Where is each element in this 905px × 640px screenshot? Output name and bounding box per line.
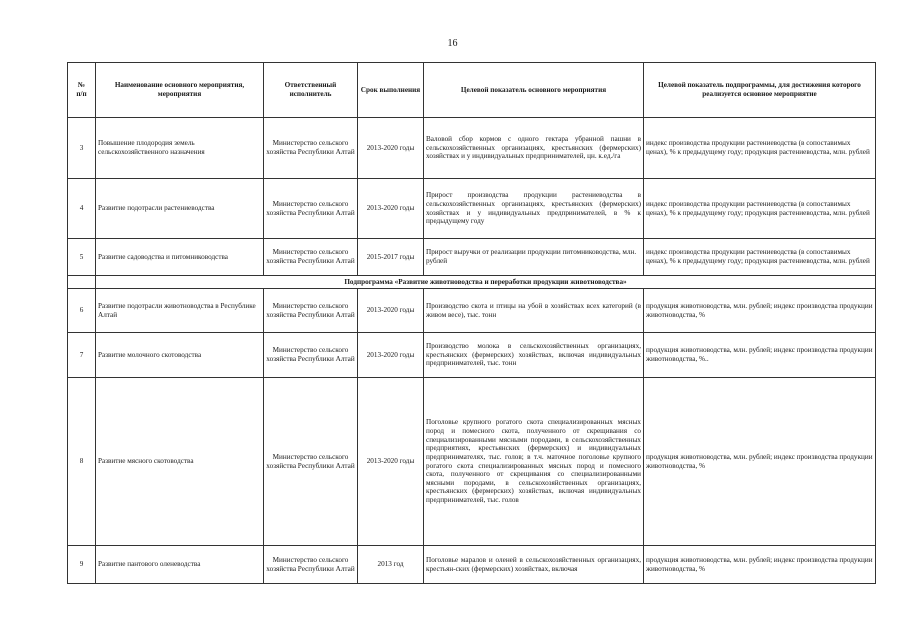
row-term: 2013-2020 годы xyxy=(358,289,424,333)
row-name: Развитие садоводства и питомниководства xyxy=(96,239,264,276)
row-term: 2013-2020 годы xyxy=(358,333,424,378)
row-name: Развитие мясного скотоводства xyxy=(96,378,264,546)
row-num: 8 xyxy=(68,378,96,546)
table-row xyxy=(68,118,876,179)
row-target-main: Прирост выручки от реализации продукции питомниководства, млн. рублей xyxy=(424,239,644,276)
row-num: 3 xyxy=(68,118,96,179)
row-responsible: Министерство сельского хозяйства Республики Алтай xyxy=(264,546,358,584)
row-term: 2013-2020 годы xyxy=(358,179,424,239)
subprogram-num-cell xyxy=(68,276,96,289)
row-target-main: Поголовье крупного рогатого скота специализированных мясных пород и помесного скота, полученного от скрещивания со специализированными мясными породами, в сельскохозяйственных предприятиях, крестьянских (фермерских) и индивидуальных предпринимателях, тыс. голов; в т.ч. маточное поголовье крупного рогатого скота специализированных мясных пород и помесного скота, полученного от скрещивания со специализированными мясными породами, в сельскохозяйственных организациях, крестьянских (фермерских) хозяйствах, включая индивидуальных предпринимателей, тыс. голов xyxy=(424,378,644,546)
subprogram-row xyxy=(68,276,876,289)
row-name: Развитие пантового оленеводства xyxy=(96,546,264,584)
row-target-sub: индекс производства продукции растениеводства (в сопоставимых ценах), % к предыдущему году; продукция растениеводства, млн. рублей xyxy=(644,239,876,276)
page-number: 16 xyxy=(447,38,458,49)
row-responsible: Министерство сельского хозяйства Республики Алтай xyxy=(264,179,358,239)
header-target-main: Целевой показатель основного мероприятия xyxy=(424,63,644,118)
header-term: Срок выполнения xyxy=(358,63,424,118)
row-target-sub: продукция животноводства, млн. рублей; индекс производства продукции животноводства, % xyxy=(644,289,876,333)
row-responsible: Министерство сельского хозяйства Республики Алтай xyxy=(264,239,358,276)
header-num xyxy=(68,63,96,118)
row-target-sub: индекс производства продукции растениеводства (в сопоставимых ценах), % к предыдущему году; продукция растениеводства, млн. рублей xyxy=(644,179,876,239)
row-target-main: Валовой сбор кормов с одного гектара убранной пашни в сельскохозяйственных организациях, крестьянских (фермерских) хозяйствах и у индивидуальных предпринимателей, цн. к.ед./га xyxy=(424,118,644,179)
table-row xyxy=(68,239,876,276)
row-responsible: Министерство сельского хозяйства Республики Алтай xyxy=(264,118,358,179)
table-row xyxy=(68,378,876,546)
table-row xyxy=(68,546,876,584)
row-target-sub: продукция животноводства, млн. рублей; индекс производства продукции животноводства, % xyxy=(644,546,876,584)
table-row xyxy=(68,179,876,239)
header-target-sub: Целевой показатель подпрограммы, для достижения которого реализуется основное мероприятие xyxy=(644,63,876,118)
table-row xyxy=(68,289,876,333)
row-target-main: Производство скота и птицы на убой в хозяйствах всех категорий (в живом весе), тыс. тонн xyxy=(424,289,644,333)
row-target-main: Производство молока в сельскохозяйственных организациях, крестьянских (фермерских) хозяйствах, включая индивидуальных предпринимателей, тыс. тонн xyxy=(424,333,644,378)
header-num-text: № п/п xyxy=(76,81,87,98)
row-responsible: Министерство сельского хозяйства Республики Алтай xyxy=(264,289,358,333)
row-term: 2013-2020 годы xyxy=(358,118,424,179)
row-num: 6 xyxy=(68,289,96,333)
table-header-row xyxy=(68,63,876,118)
row-term: 2013-2020 годы xyxy=(358,378,424,546)
row-name: Развитие подотрасли растениеводства xyxy=(96,179,264,239)
row-name: Развитие подотрасли животноводства в Республике Алтай xyxy=(96,289,264,333)
header-name: Наименование основного мероприятия, мероприятия xyxy=(96,63,264,118)
row-target-main: Прирост производства продукции растениеводства в сельскохозяйственных организациях, крестьянских (фермерских) хозяйствах и у индивидуальных предпринимателей, в % к предыдущему году xyxy=(424,179,644,239)
row-num: 9 xyxy=(68,546,96,584)
row-responsible: Министерство сельского хозяйства Республики Алтай xyxy=(264,378,358,546)
row-target-sub: продукция животноводства, млн. рублей; индекс производства продукции животноводства, % xyxy=(644,378,876,546)
row-name: Повышение плодородия земель сельскохозяйственного назначения xyxy=(96,118,264,179)
row-num: 7 xyxy=(68,333,96,378)
row-term: 2015-2017 годы xyxy=(358,239,424,276)
row-num: 5 xyxy=(68,239,96,276)
table-row xyxy=(68,333,876,378)
row-name: Развитие молочного скотоводства xyxy=(96,333,264,378)
row-target-main: Поголовье маралов и оленей в сельскохозяйственных организациях, крестьян-ских (фермерских) хозяйствах, включая xyxy=(424,546,644,584)
row-num: 4 xyxy=(68,179,96,239)
row-responsible: Министерство сельского хозяйства Республики Алтай xyxy=(264,333,358,378)
row-target-sub: продукция животноводства, млн. рублей; индекс производства продукции животноводства, %.. xyxy=(644,333,876,378)
header-responsible: Ответственный исполнитель xyxy=(264,63,358,118)
row-target-sub: индекс производства продукции растениеводства (в сопоставимых ценах), % к предыдущему году; продукция растениеводства, млн. рублей xyxy=(644,118,876,179)
subprogram-title: Подпрограмма «Развитие животноводства и переработки продукции животноводства» xyxy=(96,276,876,289)
measures-table xyxy=(67,62,876,584)
row-term: 2013 год xyxy=(358,546,424,584)
